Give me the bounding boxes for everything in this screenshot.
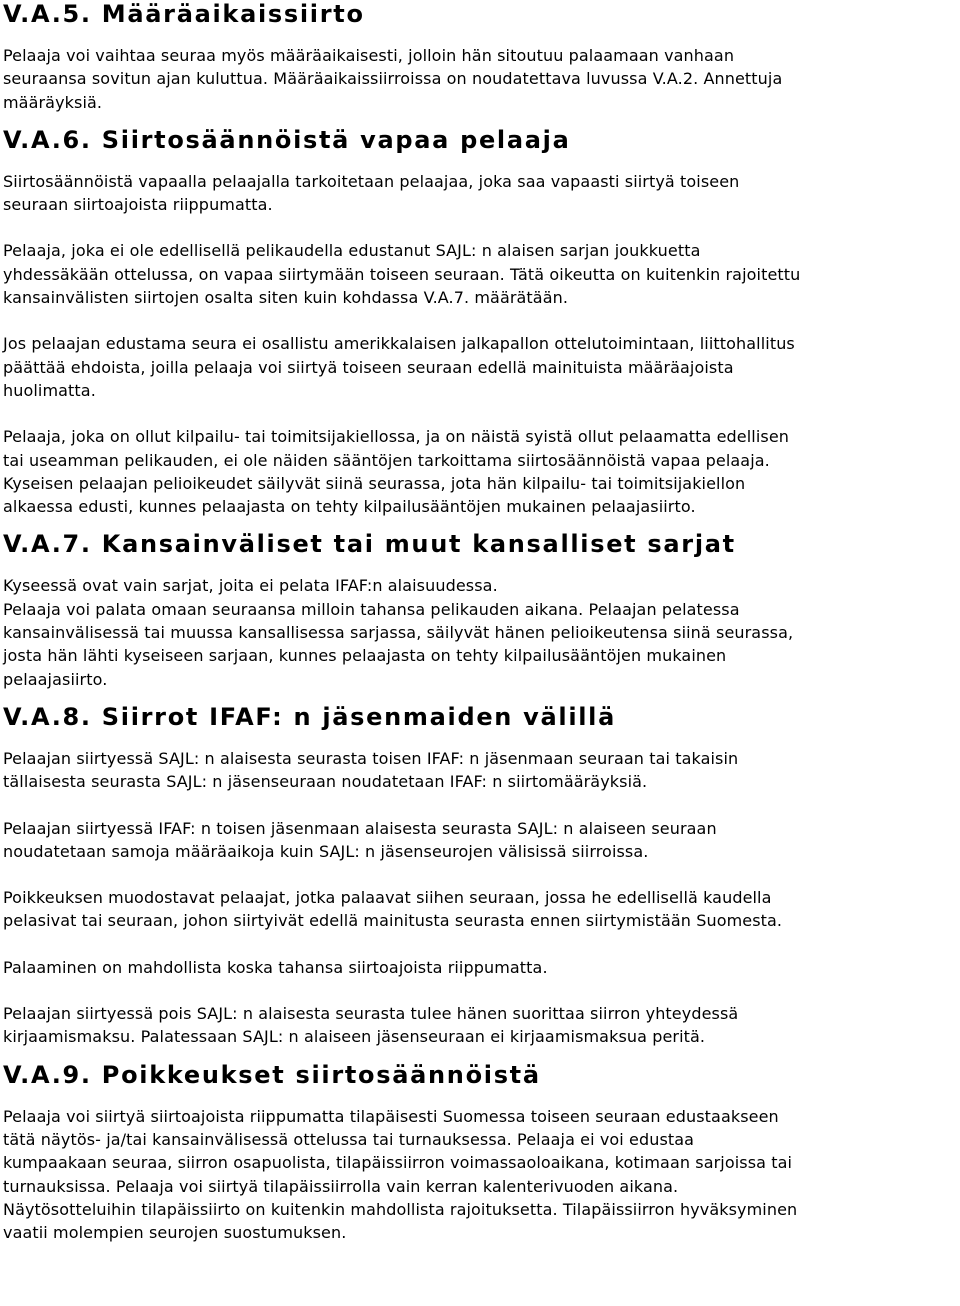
text-line: seuraansa sovitun ajan kuluttua. Määräaikaissiirroissa on noudatettava luvussa V.A.2. Annettuja [3, 69, 783, 89]
section-heading-va7: V.A.7. Kansainväliset tai muut kansalliset sarjat [3, 530, 736, 559]
paragraph-va6-1 [3, 170, 957, 217]
text-line: Pelaaja voi palata omaan seuraansa milloin tahansa pelikauden aikana. Pelaajan pelatessa [3, 599, 740, 619]
text-line: Siirtosäännöistä vapaalla pelaajalla tarkoitetaan pelaajaa, joka saa vapaasti siirtyä toiseen [3, 171, 740, 191]
paragraph-va8-5 [3, 1002, 957, 1049]
text-line: yhdessäkään ottelussa, on vapaa siirtymään toiseen seuraan. Tätä oikeutta on kuitenkin rajoitettu [3, 264, 801, 284]
text-line: määräyksiä. [3, 92, 103, 112]
text-line: huolimatta. [3, 380, 96, 400]
section-heading-va8: V.A.8. Siirrot IFAF: n jäsenmaiden välillä [3, 702, 616, 731]
text-line: kumpaakaan seuraa, siirron osapuolista, tilapäissiirron voimassaoloaikana, kotimaan sarjoissa tai [3, 1153, 793, 1173]
text-line: tätä näytös- ja/tai kansainvälisessä ottelussa tai turnauksessa. Pelaaja ei voi edustaa [3, 1129, 695, 1149]
text-line: Jos pelaajan edustama seura ei osallistu amerikkalaisen jalkapallon ottelutoimintaan, liittohallitus [3, 334, 795, 354]
section-heading-va5: V.A.5. Määräaikaissiirto [3, 0, 365, 28]
paragraph-va8-1 [3, 747, 957, 794]
text-line: kansainvälisten siirtojen osalta siten kuin kohdassa V.A.7. määrätään. [3, 288, 569, 308]
section-heading-va6: V.A.6. Siirtosäännöistä vapaa pelaaja [3, 125, 571, 154]
text-line: Kyseessä ovat vain sarjat, joita ei pelata IFAF:n alaisuudessa. [3, 576, 498, 596]
document-page [3, 0, 957, 1244]
paragraph-va5-1 [3, 44, 957, 114]
paragraph-va8-4 [3, 956, 957, 979]
text-line: Pelaajan siirtyessä SAJL: n alaisesta seurasta toisen IFAF: n jäsenmaan seuraan tai takaisin [3, 748, 739, 768]
text-line: Pelaaja, joka on ollut kilpailu- tai toimitsijakiellossa, ja on näistä syistä ollut pelaamatta edellisen [3, 427, 790, 447]
text-line: Poikkeuksen muodostavat pelaajat, jotka palaavat siihen seuraan, jossa he edellisellä kaudella [3, 888, 772, 908]
text-line: Palaaminen on mahdollista koska tahansa siirtoajoista riippumatta. [3, 957, 548, 977]
text-line: vaatii molempien seurojen suostumuksen. [3, 1223, 347, 1243]
text-line: alkaessa edusti, kunnes pelaajasta on tehty kilpailusääntöjen mukainen pelaajasiirto. [3, 497, 696, 517]
text-line: seuraan siirtoajoista riippumatta. [3, 195, 273, 215]
text-line: Pelaaja voi vaihtaa seuraa myös määräaikaisesti, jolloin hän sitoutuu palaamaan vanhaan [3, 46, 735, 65]
paragraph-va6-2 [3, 239, 957, 309]
paragraph-va8-2 [3, 817, 957, 864]
text-line: pelasivat tai seuraan, johon siirtyivät edellä mainitusta seurasta ennen siirtymistään Suomesta. [3, 911, 783, 931]
text-line: Kyseisen pelaajan pelioikeudet säilyvät siinä seurassa, jota hän kilpailu- tai toimitsijakiellon [3, 473, 746, 493]
text-line: Pelaajan siirtyessä IFAF: n toisen jäsenmaan alaisesta seurasta SAJL: n alaiseen seuraan [3, 818, 717, 838]
text-line: päättää ehdoista, joilla pelaaja voi siirtyä toiseen seuraan edellä mainituista määräajoista [3, 357, 734, 377]
text-line: tällaisesta seurasta SAJL: n jäsenseuraan noudatetaan IFAF: n siirtomääräyksiä. [3, 772, 648, 792]
paragraph-va8-3 [3, 886, 957, 933]
text-line: Näytösotteluihin tilapäissiirto on kuitenkin mahdollista rajoituksetta. Tilapäissiirron hyväksyminen [3, 1199, 798, 1219]
text-line: josta hän lähti kyseiseen sarjaan, kunnes pelaajasta on tehty kilpailusääntöjen mukainen [3, 646, 727, 666]
paragraph-va6-3 [3, 332, 957, 402]
text-line: turnauksissa. Pelaaja voi siirtyä tilapäissiirrolla vain kerran kalenterivuoden aikana. [3, 1176, 679, 1196]
paragraph-va6-4 [3, 425, 957, 518]
text-line: pelaajasiirto. [3, 669, 108, 689]
text-line: Pelaajan siirtyessä pois SAJL: n alaisesta seurasta tulee hänen suorittaa siirron yhteydessä [3, 1004, 739, 1024]
text-line: noudatetaan samoja määräaikoja kuin SAJL: n jäsenseurojen välisissä siirroissa. [3, 841, 649, 861]
text-line: kirjaamismaksu. Palatessaan SAJL: n alaiseen jäsenseuraan ei kirjaamismaksua peritä. [3, 1027, 706, 1047]
text-line: Pelaaja voi siirtyä siirtoajoista riippumatta tilapäisesti Suomessa toiseen seuraan edustaakseen [3, 1106, 779, 1126]
paragraph-va7-1 [3, 574, 957, 690]
text-line: Pelaaja, joka ei ole edellisellä pelikaudella edustanut SAJL: n alaisen sarjan joukkuetta [3, 241, 701, 261]
text-line: kansainvälisessä tai muussa kansallisessa sarjassa, säilyvät hänen pelioikeutensa siinä seurassa, [3, 623, 794, 643]
paragraph-va9-1 [3, 1105, 957, 1245]
section-heading-va9: V.A.9. Poikkeukset siirtosäännöistä [3, 1060, 541, 1089]
text-line: tai useamman pelikauden, ei ole näiden sääntöjen tarkoittama siirtosäännöistä vapaa pelaaja. [3, 450, 770, 470]
